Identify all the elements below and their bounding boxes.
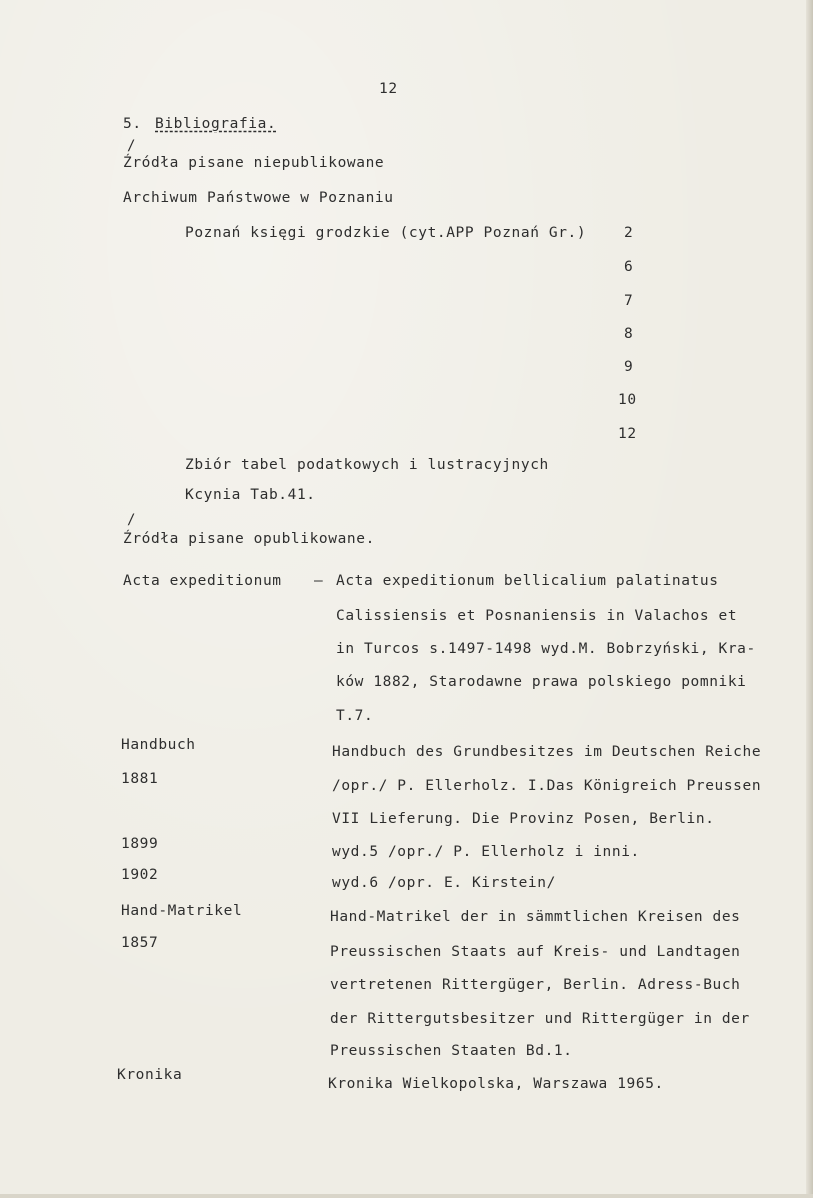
volume-number: 12 — [618, 426, 637, 442]
volume-number: 9 — [624, 359, 634, 375]
section-title: Bibliografia. — [155, 116, 277, 132]
bibliography-key-year: 1881 — [121, 771, 159, 787]
bibliography-key-year: 1902 — [121, 867, 159, 883]
bibliography-key-year: 1899 — [121, 836, 159, 852]
page-number: 12 — [379, 81, 398, 97]
typed-accent-mark: / — [127, 138, 136, 154]
bibliography-key-year: 1857 — [121, 935, 159, 951]
bibliography-line: wyd.6 /opr. E. Kirstein/ — [332, 875, 556, 891]
bibliography-line: T.7. — [336, 708, 374, 724]
volume-number: 7 — [624, 293, 634, 309]
archive-name: Archiwum Państwowe w Poznaniu — [123, 190, 394, 206]
paper-edge-bottom — [0, 1194, 813, 1198]
bibliography-line: Hand-Matrikel der in sämmtlichen Kreisen des — [330, 909, 741, 925]
bibliography-line: wyd.5 /opr./ P. Ellerholz i inni. — [332, 844, 640, 860]
source-grodzkie: Poznań księgi grodzkie (cyt.APP Poznań Gr.) — [185, 225, 587, 241]
bibliography-line: ków 1882, Starodawne prawa polskiego pomniki — [336, 674, 747, 690]
bibliography-line: VII Lieferung. Die Provinz Posen, Berlin. — [332, 811, 715, 827]
bibliography-line: Calissiensis et Posnaniensis in Valachos et — [336, 608, 738, 624]
bibliography-line: vertretenen Rittergüger, Berlin. Adress-Buch — [330, 977, 741, 993]
bibliography-line: /opr./ P. Ellerholz. I.Das Königreich Preussen — [332, 778, 762, 794]
bibliography-key: Hand-Matrikel — [121, 903, 243, 919]
source-kcynia: Kcynia Tab.41. — [185, 487, 316, 503]
entry-dash: – — [314, 573, 324, 589]
bibliography-line: der Rittergutsbesitzer und Rittergüger in der — [330, 1011, 750, 1027]
bibliography-line: Preussischen Staaten Bd.1. — [330, 1043, 573, 1059]
bibliography-line: Handbuch des Grundbesitzes im Deutschen Reiche — [332, 744, 762, 760]
section-number: 5. — [123, 116, 142, 132]
paper-edge-right — [806, 0, 813, 1198]
published-heading: Źródła pisane opublikowane. — [123, 531, 375, 547]
volume-number: 6 — [624, 259, 634, 275]
typed-accent-mark: / — [127, 512, 136, 528]
bibliography-key: Kronika — [117, 1067, 183, 1083]
bibliography-line: Acta expeditionum bellicalium palatinatus — [336, 573, 719, 589]
bibliography-key: Handbuch — [121, 737, 196, 753]
unpublished-heading: Źródła pisane niepublikowane — [123, 155, 385, 171]
source-tax-tables: Zbiór tabel podatkowych i lustracyjnych — [185, 457, 549, 473]
bibliography-line: in Turcos s.1497-1498 wyd.M. Bobrzyński, Kra- — [336, 641, 756, 657]
bibliography-line: Kronika Wielkopolska, Warszawa 1965. — [328, 1076, 664, 1092]
bibliography-key: Acta expeditionum — [123, 573, 282, 589]
volume-number: 10 — [618, 392, 637, 408]
volume-number: 2 — [624, 225, 634, 241]
bibliography-line: Preussischen Staats auf Kreis- und Landtagen — [330, 944, 741, 960]
volume-number: 8 — [624, 326, 634, 342]
